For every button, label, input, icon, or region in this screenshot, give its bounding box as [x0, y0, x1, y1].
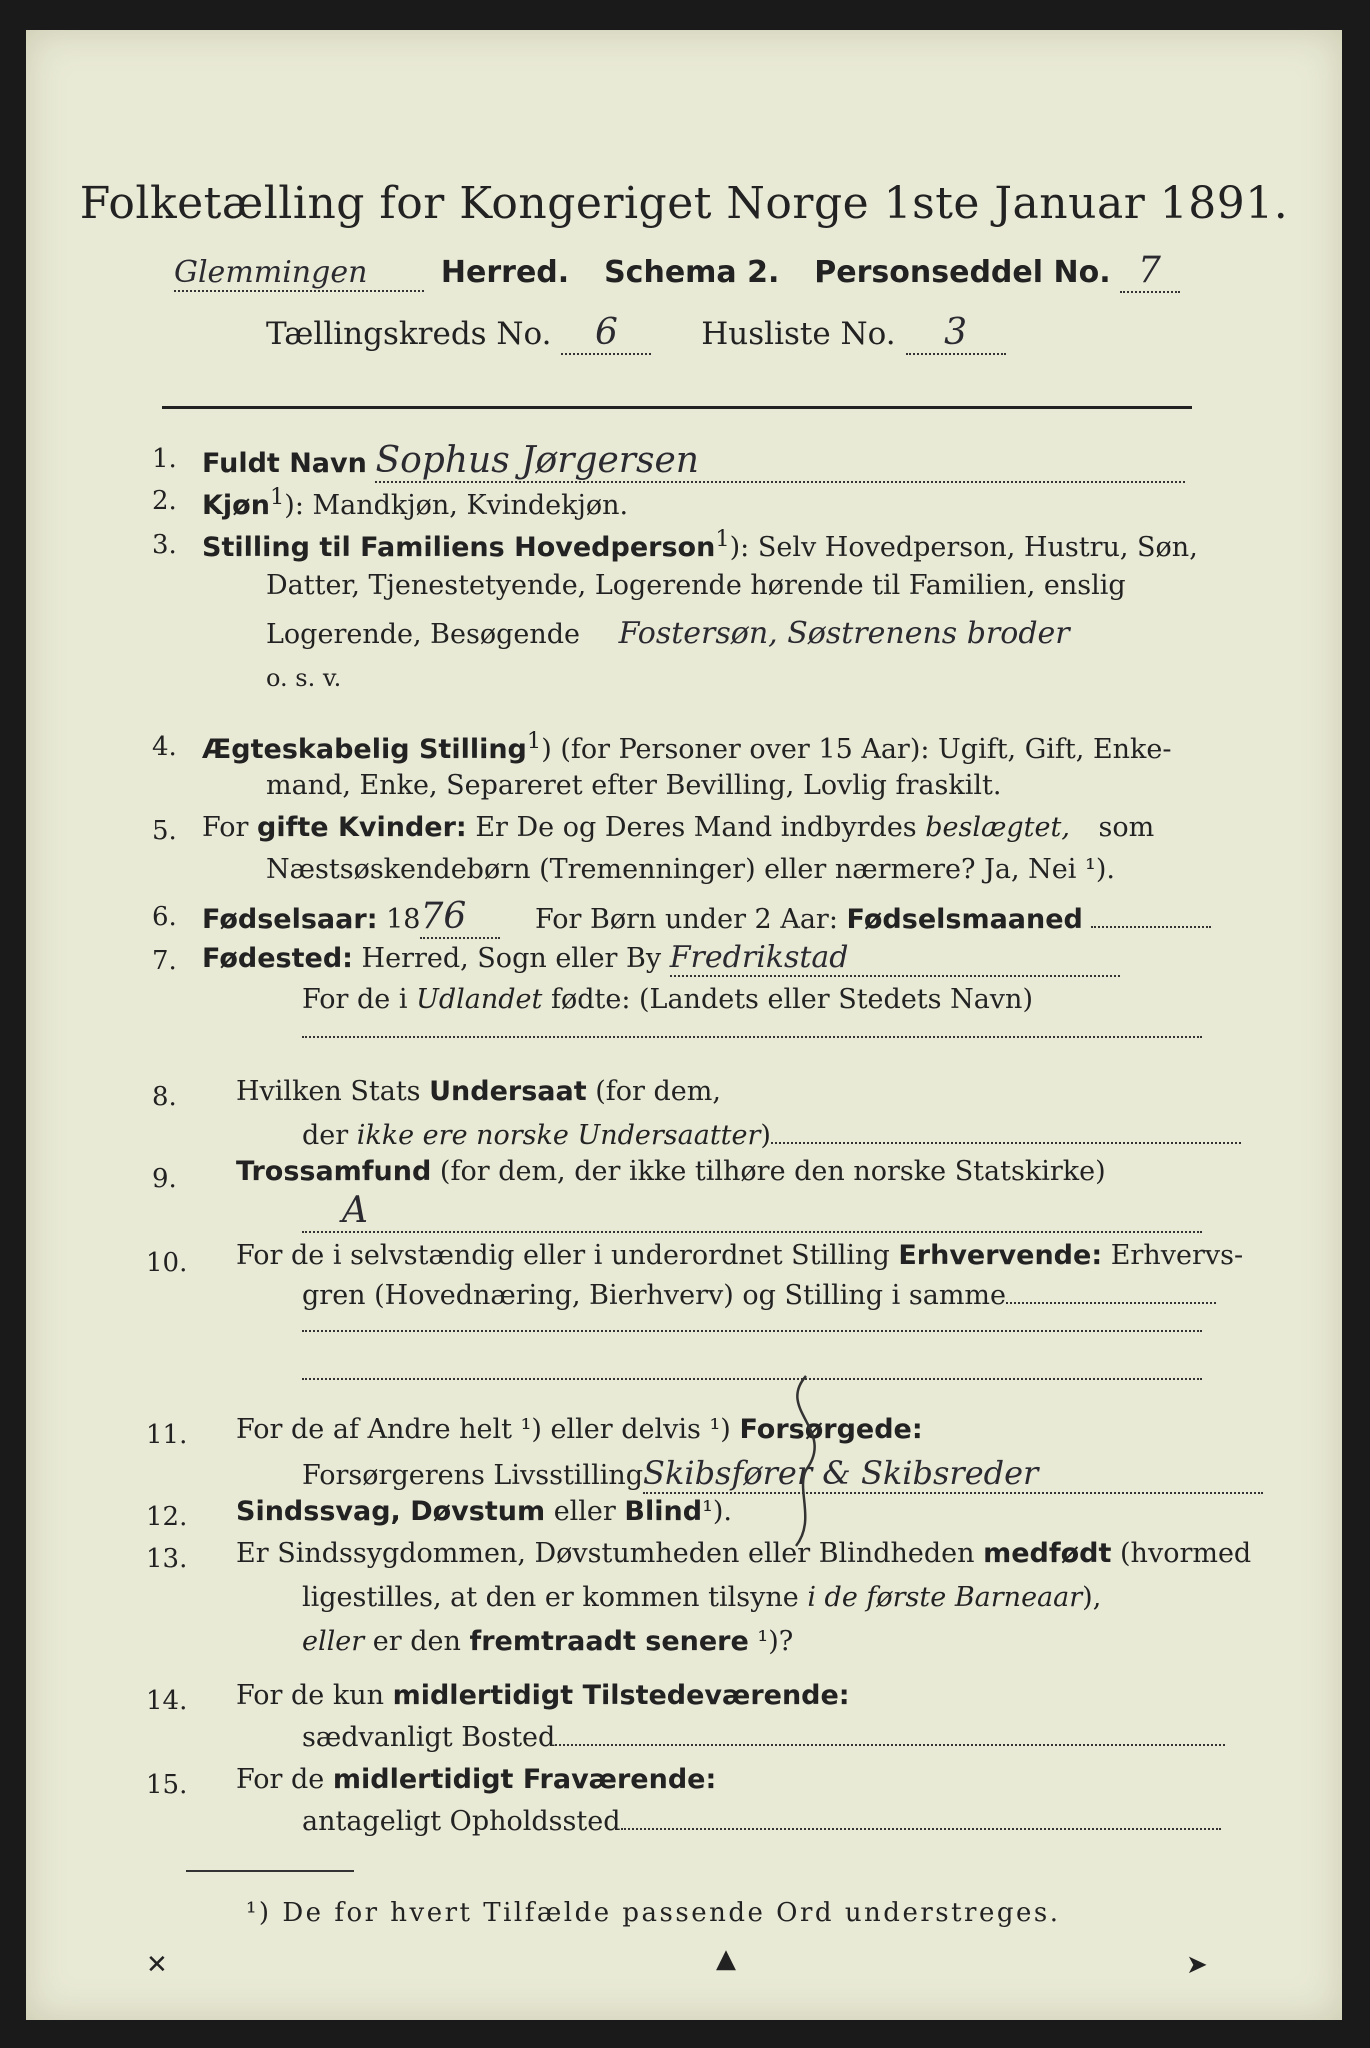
q5-text1d: som: [1098, 812, 1155, 843]
q14-fill: [555, 1744, 1225, 1746]
q5-text1b: Er De og Deres Mand indbyrdes: [475, 812, 917, 843]
q6-label: Fødselsaar:: [202, 904, 378, 935]
husliste-label: Husliste No.: [701, 316, 896, 352]
q5-text1c: beslægtet,: [925, 812, 1070, 843]
q14-line2: [302, 1722, 1225, 1753]
q6-label2: Fødselsmaaned: [846, 904, 1083, 935]
q13-text3b: er den: [372, 1626, 461, 1657]
q13-line2: ligestilles, at den er kommen tilsyne i de første Barneaar),: [302, 1582, 1102, 1613]
q9-line1: [236, 1156, 1106, 1187]
q10-blank-line-1: [302, 1330, 1202, 1332]
q14-text2: sædvanligt Bosted: [302, 1722, 556, 1753]
q8-text2b: ikke ere norske Undersaatter: [356, 1120, 761, 1151]
q13-text1a: Er Sindssygdommen, Døvstumheden eller Blindheden: [236, 1538, 975, 1569]
q14-text1: For de kun: [236, 1680, 384, 1711]
q2-text: ): Mandkjøn, Kvindekjøn.: [284, 490, 629, 521]
q13-text3a: eller: [302, 1626, 365, 1657]
q5-label: gifte Kvinder:: [257, 812, 467, 843]
q9-text: (for dem, der ikke tilhøre den norske Statskirke): [439, 1156, 1106, 1187]
q11-text2: Forsørgerens Livsstilling: [302, 1460, 644, 1491]
herred-line: [174, 250, 1180, 293]
q3-number: 3.: [152, 530, 177, 560]
q5-number: 5.: [152, 816, 177, 846]
q13-label2: fremtraadt senere: [469, 1626, 749, 1657]
q3-text1: ): Selv Hovedperson, Hustru, Søn,: [729, 532, 1198, 563]
corner-mark-center: ▲: [716, 1944, 736, 1974]
herred-value: Glemmingen: [174, 255, 424, 292]
q7-text2a: For de i: [302, 984, 408, 1015]
census-form-page: [26, 30, 1342, 2020]
q3-line1: Stilling til Familiens Hovedperson$^1$): Selv Hovedperson, Hustru, Søn,: [202, 526, 1198, 563]
q4-text2: mand, Enke, Separeret efter Bevilling, Lovlig fraskilt.: [266, 770, 1002, 801]
q8-number: 8.: [152, 1082, 177, 1112]
form-title: Folketælling for Kongeriget Norge 1ste Januar 1891.: [79, 178, 1289, 229]
q13-line1: [236, 1538, 1251, 1569]
q1-value: Sophus Jørgersen: [375, 440, 1185, 483]
q8-line1: [236, 1076, 721, 1107]
q15-text2: antageligt Opholdssted: [302, 1806, 621, 1837]
q10-line1: [236, 1240, 1243, 1271]
q15-line2: [302, 1806, 1221, 1837]
q1-line: [202, 440, 1185, 483]
q13-line3: [302, 1626, 793, 1657]
q2-number: 2.: [152, 486, 177, 516]
footnote-rule: [186, 1870, 354, 1872]
corner-mark-left: ✕: [146, 1950, 168, 1980]
q6-value: 76: [420, 896, 500, 939]
q10-text2: gren (Hovednæring, Bierhverv) og Stilling i samme: [302, 1280, 1007, 1311]
q7-number: 7.: [152, 946, 177, 976]
q2-line: Kjøn$^1$): Mandkjøn, Kvindekjøn.: [202, 484, 629, 521]
q6-line: [202, 896, 1211, 939]
q4-number: 4.: [152, 732, 177, 762]
q11-number: 11.: [146, 1420, 188, 1450]
q15-label: midlertidigt Fraværende:: [332, 1764, 717, 1795]
kreds-value: 6: [561, 312, 651, 355]
brace-pen-stroke: [766, 1370, 866, 1550]
q8-line2: der ikke ere norske Undersaatter): [302, 1120, 1241, 1151]
q7-text2c: fødte: (Landets eller Stedets Navn): [550, 984, 1033, 1015]
q7-label: Fødested:: [202, 943, 353, 974]
q13-text2a: ligestilles, at den er kommen tilsyne: [302, 1582, 799, 1613]
q8-text1a: Hvilken Stats: [236, 1076, 421, 1107]
q13-text2b: i de første Barneaar: [807, 1582, 1083, 1613]
schema-label: Schema 2.: [604, 255, 780, 290]
q9-number: 9.: [152, 1164, 177, 1194]
q6-prefix: 18: [386, 904, 421, 935]
q7-text2b: Udlandet: [416, 984, 543, 1015]
personseddel-label: Personseddel No.: [814, 255, 1111, 290]
q8-text2a: der: [302, 1120, 349, 1151]
footnote: ¹) De for hvert Tilfælde passende Ord understreges.: [246, 1898, 1061, 1928]
q13-label: medfødt: [983, 1538, 1112, 1569]
q7-text: Herred, Sogn eller By: [361, 943, 662, 974]
q2-label: Kjøn: [202, 490, 270, 521]
q5-text2: Næstsøskendebørn (Tremenninger) eller nærmere? Ja, Nei ¹).: [266, 854, 1115, 885]
q12-line: [236, 1496, 732, 1527]
q15-number: 15.: [146, 1770, 188, 1800]
q10-blank-line-2: [302, 1378, 1202, 1380]
q10-text1: For de i selvstændig eller i underordnet Stilling: [236, 1240, 890, 1271]
q8-text1b: (for dem,: [595, 1076, 721, 1107]
q7-line2: [302, 984, 1033, 1015]
personseddel-value: 7: [1120, 250, 1180, 293]
q15-line1: [236, 1764, 716, 1795]
q13-text3c: ¹)?: [757, 1626, 794, 1657]
q1-number: 1.: [152, 444, 177, 474]
q9-label: Trossamfund: [236, 1156, 432, 1187]
q11-value: Skibsfører & Skibsreder: [643, 1454, 1263, 1494]
q12-number: 12.: [146, 1502, 188, 1532]
q8-label: Undersaat: [429, 1076, 587, 1107]
q9-line2: [302, 1190, 1202, 1233]
q12-text2: ¹).: [702, 1496, 733, 1527]
q10-line2: [302, 1280, 1216, 1311]
q9-value: A: [302, 1190, 1202, 1233]
kreds-line: [266, 312, 1006, 355]
q14-number: 14.: [146, 1686, 188, 1716]
q3-value: Fostersøn, Søstrenens broder: [618, 616, 1070, 651]
q13-text1b: (hvormed: [1120, 1538, 1252, 1569]
corner-mark-right: ➤: [1186, 1950, 1208, 1980]
q6-fill: [1091, 926, 1211, 928]
q11-label: Forsørgede:: [739, 1414, 923, 1445]
q7-blank-line: [302, 1036, 1202, 1038]
q10-text1b: Erhvervs-: [1110, 1240, 1244, 1271]
herred-label: Herred.: [440, 255, 570, 290]
q10-number: 10.: [146, 1248, 188, 1278]
q4-text1: ) (for Personer over 15 Aar): Ugift, Gift, Enke-: [541, 734, 1172, 765]
q3-text3: Logerende, Besøgende: [266, 619, 580, 650]
q5-text1a: For: [202, 812, 249, 843]
q3-line3: [266, 616, 1070, 651]
q4-label: Ægteskabelig Stilling: [202, 734, 527, 765]
kreds-label: Tællingskreds No.: [266, 316, 552, 352]
q6-text: For Børn under 2 Aar:: [535, 904, 838, 935]
q8-fill: [771, 1142, 1241, 1144]
q15-fill: [621, 1828, 1221, 1830]
q3-label: Stilling til Familiens Hovedperson: [202, 532, 716, 563]
q14-label: midlertidigt Tilstedeværende:: [392, 1680, 850, 1711]
q11-text1: For de af Andre helt ¹) eller delvis ¹): [236, 1414, 731, 1445]
q10-fill: [1006, 1302, 1216, 1304]
q12-label: Sindssvag, Døvstum: [236, 1496, 546, 1527]
q13-number: 13.: [146, 1544, 188, 1574]
q14-line1: [236, 1680, 850, 1711]
q5-line1: [202, 812, 1154, 843]
q6-number: 6.: [152, 902, 177, 932]
q10-label: Erhvervende:: [898, 1240, 1103, 1271]
q15-text1: For de: [236, 1764, 325, 1795]
q4-line1: Ægteskabelig Stilling$^1$) (for Personer over 15 Aar): Ugift, Gift, Enke-: [202, 728, 1172, 765]
header-rule: [162, 406, 1192, 409]
q1-label: Fuldt Navn: [202, 448, 367, 479]
q12-label2: Blind: [624, 1496, 703, 1527]
q3-text4: o. s. v.: [266, 664, 342, 692]
q3-text2: Datter, Tjenestetyende, Logerende hørende til Familien, enslig: [266, 570, 1126, 601]
q12-text: eller: [553, 1496, 616, 1527]
q7-line1: [202, 940, 1120, 977]
q7-value: Fredrikstad: [670, 940, 1120, 977]
husliste-value: 3: [906, 312, 1006, 355]
